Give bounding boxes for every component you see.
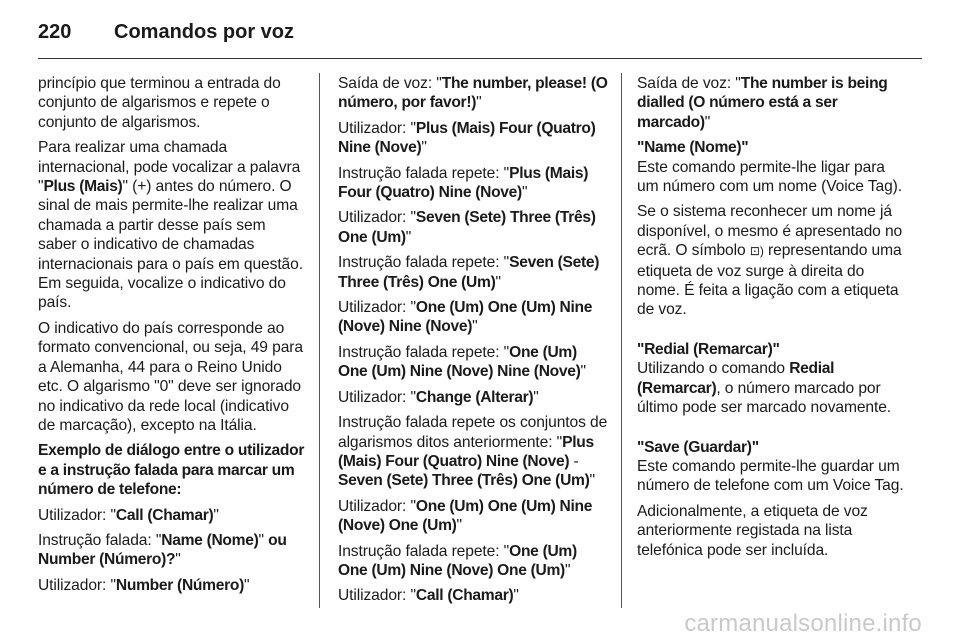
dialog-line: Utilizador: "Number (Número)" <box>38 576 250 594</box>
page-number: 220 <box>38 20 72 43</box>
section-heading: Exemplo de diálogo entre o utilizador e a instrução falada para marcar um número de telefone: <box>38 442 305 499</box>
dialog-line: Instrução falada repete: "Seven (Sete) Three (Três) One (Um)" <box>338 254 600 291</box>
dialog-line: Utilizador: "Plus (Mais) Four (Quatro) Nine (Nove)" <box>338 119 596 157</box>
paragraph: Adicionalmente, a etiqueta de voz anteriormente registada na lista telefónica pode ser incluída. <box>637 502 868 559</box>
paragraph: Se o sistema reconhecer um nome já disponível, o mesmo é apresentado no ecrã. O símbolo ⊡) representando uma etiqueta de voz surge à direita do nome. É feita a ligação com a etiqueta de voz. <box>637 203 903 319</box>
header-rule <box>38 58 922 59</box>
page-header <box>38 16 294 48</box>
voice-tag-icon: ⊡) <box>749 244 764 259</box>
column-2 <box>338 74 608 612</box>
column-1 <box>38 74 308 601</box>
column-divider <box>319 73 320 608</box>
dialog-line: Instrução falada repete: "One (Um) One (Um) Nine (Nove) One (Um)" <box>338 542 577 579</box>
dialog-line: Utilizador: "Call (Chamar)" <box>38 506 219 524</box>
dialog-line: Saída de voz: "The number is being dialled (O número está a ser marcado)" <box>637 75 888 131</box>
dialog-line: Utilizador: "Change (Alterar)" <box>338 388 539 406</box>
dialog-line: Saída de voz: "The number, please! (O número, por favor!)" <box>338 75 608 112</box>
paragraph: Este comando permite-lhe guardar um número de telefone com um Voice Tag. <box>637 457 904 495</box>
command-heading: "Name (Nome)" <box>637 139 749 157</box>
dialog-line: Utilizador: "Seven (Sete) Three (Três) One (Um)" <box>338 209 596 246</box>
column-3 <box>637 74 909 566</box>
dialog-line: Utilizador: "One (Um) One (Um) Nine (Nove) Nine (Nove)" <box>338 299 593 336</box>
watermark: carmanualsonline.info <box>684 610 922 637</box>
command-heading: "Redial (Remarcar)" <box>637 340 780 358</box>
dialog-line: Utilizador: "One (Um) One (Um) Nine (Nove) One (Um)" <box>338 497 593 535</box>
dialog-line: Instrução falada repete: "One (Um) One (Um) Nine (Nove) Nine (Nove)" <box>338 343 586 381</box>
paragraph: princípio que terminou a entrada do conjunto de algarismos e repete o conjunto de algarismos. <box>38 75 281 131</box>
page-title: Comandos por voz <box>114 20 295 43</box>
paragraph: Este comando permite-lhe ligar para um número com um nome (Voice Tag). <box>637 158 902 196</box>
dialog-line: Utilizador: "Call (Chamar)" <box>338 587 519 605</box>
dialog-line: Instrução falada repete: "Plus (Mais) Four (Quatro) Nine (Nove)" <box>338 164 589 202</box>
paragraph: Para realizar uma chamada internacional, pode vocalizar a palavra "Plus (Mais)" (+) antes do número. O sinal de mais permite-lhe realizar uma chamada a partir desse país sem saber o indicativo de chamadas internacionais para o país em questão. Em seguida, vocalize o indicativo do país. <box>38 139 303 312</box>
command-heading: "Save (Guardar)" <box>637 438 759 456</box>
column-divider <box>621 73 622 608</box>
paragraph: Utilizando o comando Redial (Remarcar), o número marcado por último pode ser marcado novamente. <box>637 360 892 417</box>
dialog-line: Instrução falada repete os conjuntos de algarismos ditos anteriormente: "Plus (Mais) Four (Quatro) Nine (Nove) - Seven (Sete) Three (Três) One (Um)" <box>338 414 608 490</box>
paragraph: O indicativo do país corresponde ao formato convencional, ou seja, 49 para a Alemanha, 44 para o Reino Unido etc. O algarismo "0" deve ser ignorado no indicativo da rede local (indicativo de marcação), excepto na Itália. <box>38 319 303 434</box>
dialog-line: Instrução falada: "Name (Nome)" ou Number (Número)?" <box>38 531 287 569</box>
